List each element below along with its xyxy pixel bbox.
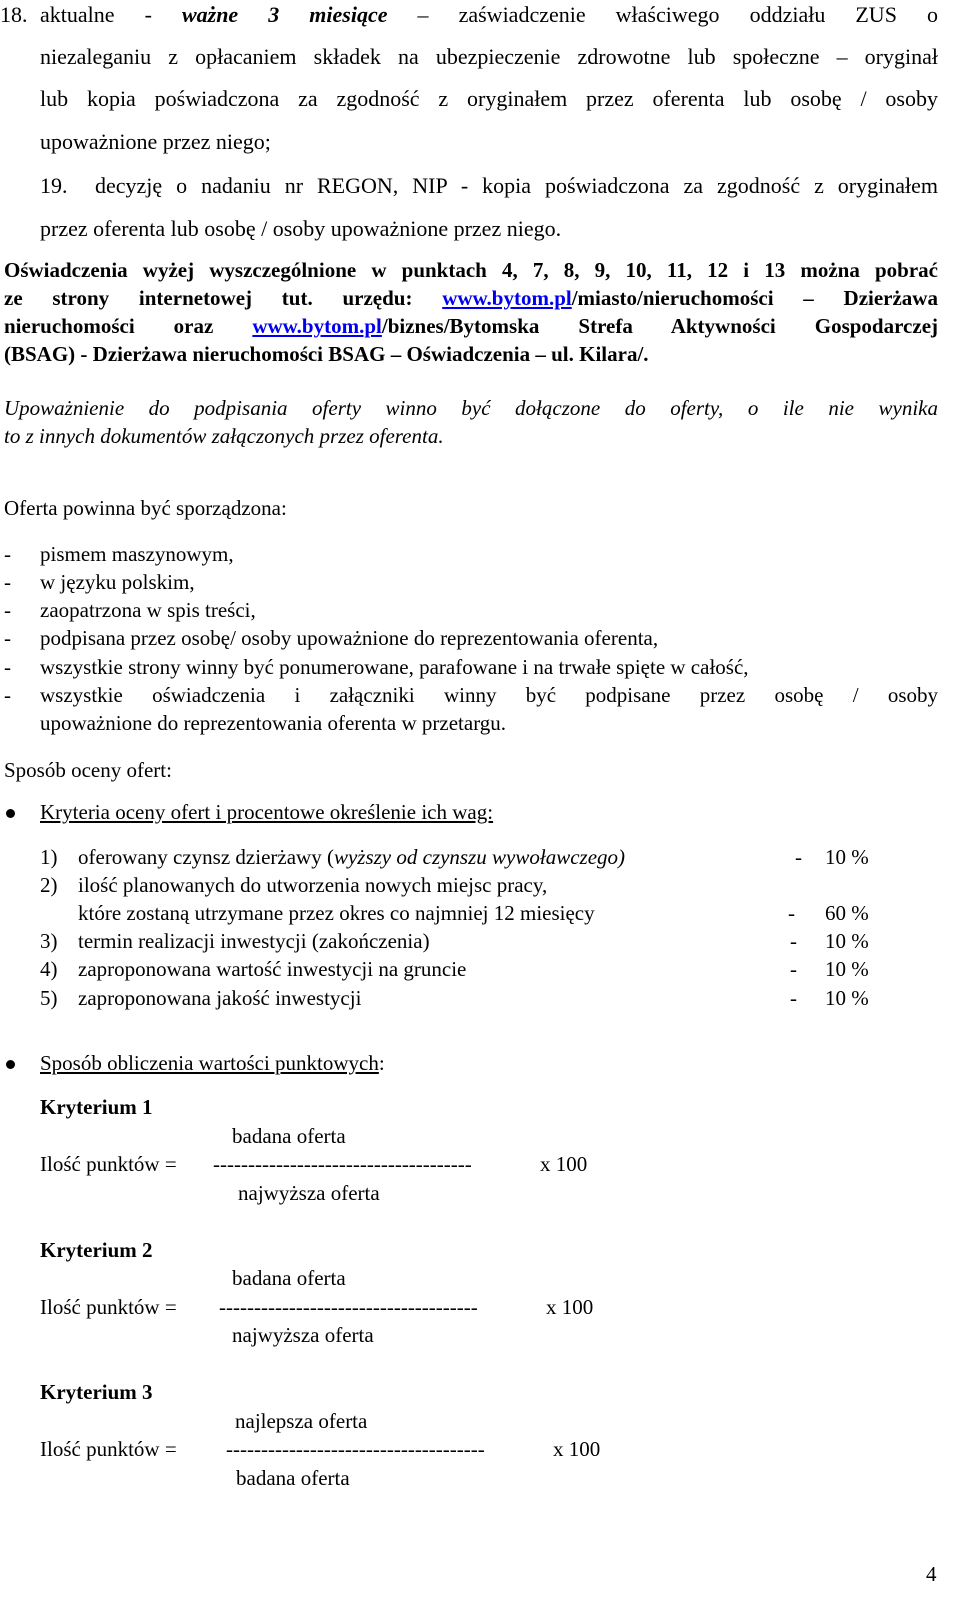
offer-item-5: wszystkie strony winny być ponumerowane, parafowane i na trwałe spięte w całość, (40, 655, 749, 679)
formula-3-fraction-line: ------------------------------------- (226, 1437, 485, 1461)
criterion-2-weight: 60 % (825, 901, 869, 925)
points-heading (40, 1051, 385, 1076)
formula-3-denominator: badana oferta (236, 1466, 350, 1490)
offer-item-2: w języku polskim, (40, 570, 195, 594)
criterion-1-text (78, 845, 625, 870)
item-19-line1: decyzję o nadaniu nr REGON, NIP - kopia poświadczona za zgodność z oryginałem (95, 173, 938, 198)
points-heading-text: Sposób obliczenia wartości punktowych (40, 1051, 379, 1075)
criterion-5-dash: - (790, 986, 797, 1010)
bullet-icon (6, 1060, 15, 1069)
criterion-1-number: 1) (40, 845, 58, 869)
item-18-line4: upoważnione przez niego; (40, 129, 271, 154)
authorization-line2: to z innych dokumentów załączonych przez oferenta. (4, 424, 444, 448)
item-19-line2: przez oferenta lub osobę / osoby upoważnione przez niego. (40, 216, 562, 241)
criterion-3-dash: - (790, 929, 797, 953)
offer-item-6-cont: upoważnione do reprezentowania oferenta w przetargu. (40, 711, 507, 735)
item-18-number: 18. (0, 2, 28, 27)
criterion-3-number: 3) (40, 929, 58, 953)
offer-item-4: podpisana przez osobę/ osoby upoważnione do reprezentowania oferenta, (40, 626, 659, 650)
criterion-2-dash: - (788, 901, 795, 925)
offer-dash-5: - (4, 655, 11, 679)
evaluation-heading: Sposób oceny ofert: (4, 758, 172, 782)
criterion-3-text: termin realizacji inwestycji (zakończenia) (78, 929, 430, 953)
bullet-icon (6, 809, 15, 818)
item-18-rest: – zaświadczenie właściwego oddziału ZUS o (387, 2, 938, 27)
page-number: 4 (926, 1562, 937, 1586)
statement-l3-post: /biznes/Bytomska Strefa Aktywności Gospodarczej (381, 314, 939, 338)
criterion-1-emphasis: wyższy od czynszu wywoławczego) (333, 845, 626, 869)
statement-line1: Oświadczenia wyżej wyszczególnione w punktach 4, 7, 8, 9, 10, 11, 12 i 13 można pobrać (4, 258, 938, 282)
formula-1-numerator: badana oferta (232, 1124, 346, 1148)
statement-l2-post: /miasto/nieruchomości – Dzierżawa (571, 286, 938, 310)
criterion-4-number: 4) (40, 957, 58, 981)
criterion-5-number: 5) (40, 986, 58, 1010)
formula-1-title: Kryterium 1 (40, 1095, 153, 1119)
offer-dash-1: - (4, 542, 11, 566)
formula-2-multiplier: x 100 (546, 1295, 594, 1319)
item-18-line2: niezaleganiu z opłacaniem składek na ubezpieczenie zdrowotne lub społeczne – oryginał (40, 44, 938, 69)
criterion-4-weight: 10 % (825, 957, 869, 981)
criterion-2-number: 2) (40, 873, 58, 897)
criterion-5-weight: 10 % (825, 986, 869, 1010)
criterion-2-cont: które zostaną utrzymane przez okres co najmniej 12 miesięcy (78, 901, 595, 925)
bytom-link-2[interactable]: www.bytom.pl (252, 314, 382, 338)
formula-3-label: Ilość punktów = (40, 1437, 177, 1461)
criterion-5-text: zaproponowana jakość inwestycji (78, 986, 362, 1010)
criterion-1-label: oferowany czynsz dzierżawy ( (78, 845, 334, 869)
offer-dash-2: - (4, 570, 11, 594)
criterion-1-weight: 10 % (825, 845, 869, 869)
item-18-line1 (40, 2, 938, 28)
formula-1-fraction-line: ------------------------------------- (213, 1152, 472, 1176)
offer-dash-4: - (4, 626, 11, 650)
criterion-2-text: ilość planowanych do utworzenia nowych miejsc pracy, (78, 873, 548, 897)
criterion-4-dash: - (790, 957, 797, 981)
criteria-heading: Kryteria oceny ofert i procentowe określenie ich wag: (40, 800, 494, 824)
formula-2-numerator: badana oferta (232, 1266, 346, 1290)
authorization-line1: Upoważnienie do podpisania oferty winno być dołączone do oferty, o ile nie wynika (4, 396, 938, 420)
item-19-number: 19. (40, 173, 68, 198)
formula-1-label: Ilość punktów = (40, 1152, 177, 1176)
offer-dash-6: - (4, 683, 11, 707)
item-18-line3: lub kopia poświadczona za zgodność z oryginałem przez oferenta lub osobę / osoby (40, 86, 938, 111)
offer-dash-3: - (4, 598, 11, 622)
criterion-1-dash: - (795, 845, 802, 869)
item-18-pre: aktualne - (40, 2, 182, 27)
criterion-3-weight: 10 % (825, 929, 869, 953)
offer-item-6: wszystkie oświadczenia i załączniki winny być podpisane przez osobę / osoby (40, 683, 938, 707)
formula-3-title: Kryterium 3 (40, 1380, 153, 1404)
offer-item-3: zaopatrzona w spis treści, (40, 598, 256, 622)
formula-2-label: Ilość punktów = (40, 1295, 177, 1319)
formula-1-denominator: najwyższa oferta (238, 1181, 380, 1205)
points-heading-colon: : (378, 1051, 385, 1075)
criterion-4-text: zaproponowana wartość inwestycji na gruncie (78, 957, 467, 981)
formula-3-numerator: najlepsza oferta (235, 1409, 368, 1433)
formula-2-denominator: najwyższa oferta (232, 1323, 374, 1347)
offer-form-heading: Oferta powinna być sporządzona: (4, 496, 287, 520)
offer-item-1: pismem maszynowym, (40, 542, 234, 566)
formula-2-title: Kryterium 2 (40, 1238, 153, 1262)
statement-l3-pre: nieruchomości oraz (4, 314, 253, 338)
statement-line4: (BSAG) - Dzierżawa nieruchomości BSAG – Oświadczenia – ul. Kilara/. (4, 342, 649, 366)
statement-line3 (4, 314, 938, 339)
formula-2-fraction-line: ------------------------------------- (219, 1295, 478, 1319)
formula-3-multiplier: x 100 (553, 1437, 601, 1461)
bytom-link-1[interactable]: www.bytom.pl (442, 286, 572, 310)
statement-l2-pre: ze strony internetowej tut. urzędu: (4, 286, 443, 310)
formula-1-multiplier: x 100 (540, 1152, 588, 1176)
item-18-emphasis: ważne 3 miesiące (181, 2, 388, 27)
statement-line2 (4, 286, 938, 311)
